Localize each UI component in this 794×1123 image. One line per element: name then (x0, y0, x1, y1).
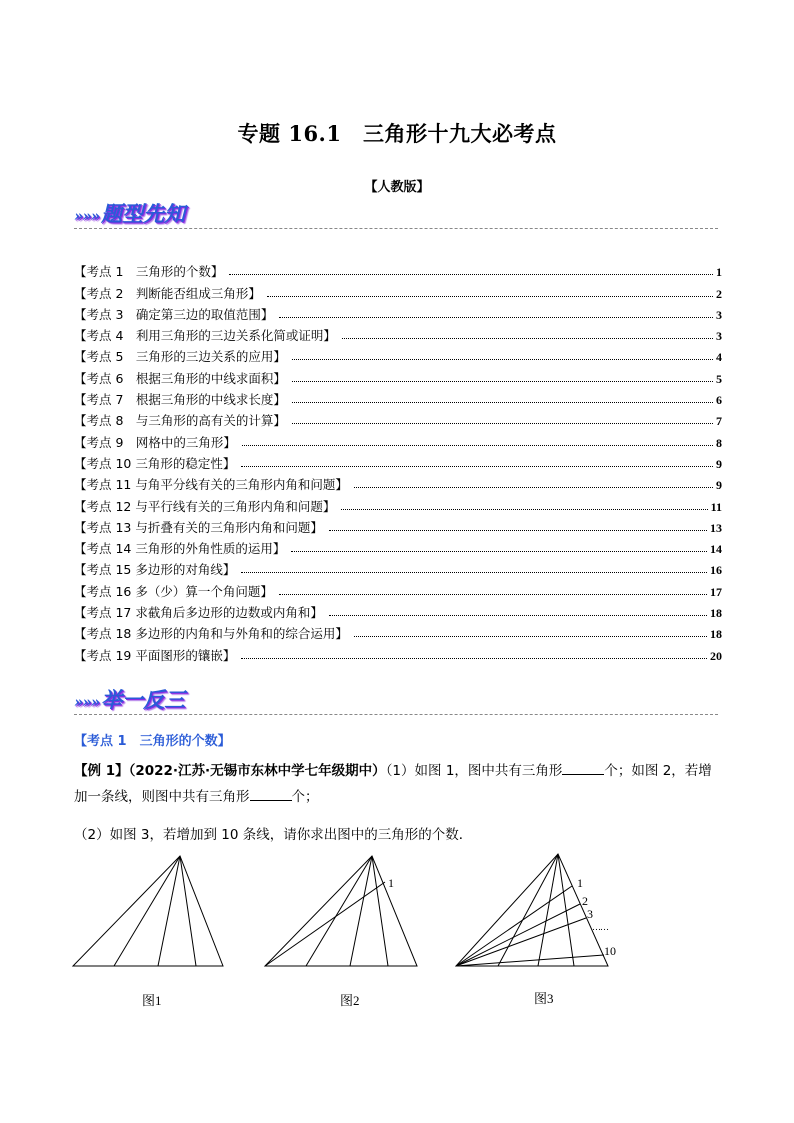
banner-toc-text: 题型先知 (101, 201, 186, 226)
table-of-contents (74, 259, 722, 664)
banner-practice-text: 举一反三 (101, 687, 186, 712)
figure-1-caption: 图1 (142, 993, 162, 1008)
toc-page-number: 7 (716, 414, 722, 429)
toc-leader-dots (354, 487, 713, 488)
toc-leader-dots (241, 466, 713, 467)
toc-page-number: 2 (716, 286, 722, 301)
toc-page-number: 5 (716, 371, 722, 386)
toc-entry[interactable] (74, 451, 722, 472)
example-question-2: （2）如图 3，若增加到 10 条线，请你求出图中的三角形的个数． (74, 827, 473, 843)
toc-entry[interactable] (74, 536, 722, 557)
toc-entry-label: 【考点 11 与角平分线有关的三角形内角和问题】 (74, 477, 348, 493)
fig3-line-label: 2 (582, 894, 588, 908)
toc-page-number: 6 (716, 393, 722, 408)
toc-leader-dots (292, 359, 713, 360)
toc-entry[interactable] (74, 408, 722, 429)
fig2-line (350, 856, 372, 966)
toc-entry-label: 【考点 4 利用三角形的三边关系化简或证明】 (74, 328, 336, 344)
fig2-line-label: 1 (388, 876, 394, 890)
toc-page-number: 17 (710, 584, 722, 599)
toc-page-number: 8 (716, 435, 722, 450)
divider (74, 228, 718, 229)
toc-entry[interactable] (74, 557, 722, 578)
toc-entry-label: 【考点 15 多边形的对角线】 (74, 562, 236, 578)
toc-leader-dots (329, 615, 707, 616)
toc-entry-label: 【考点 6 根据三角形的中线求面积】 (74, 370, 286, 386)
toc-entry-label: 【考点 9 网格中的三角形】 (74, 434, 236, 450)
toc-leader-dots (329, 530, 707, 531)
question-text: 个； (291, 789, 319, 805)
toc-leader-dots (292, 381, 713, 382)
toc-page-number: 11 (710, 499, 722, 514)
fig1-triangle (73, 856, 223, 966)
fig3-line (538, 854, 558, 966)
edition-label: 【人教版】 (364, 180, 430, 195)
banner-toc (74, 202, 185, 226)
toc-leader-dots (342, 338, 713, 339)
fig3-line-label: 1 (577, 876, 583, 890)
page-title: 专题 16.1 三角形十九大必考点 (237, 121, 557, 146)
fig3-line-label: 3 (587, 907, 593, 921)
fig3-ellipsis: …… (592, 922, 608, 932)
toc-page-number: 3 (716, 307, 722, 322)
toc-leader-dots (242, 445, 713, 446)
toc-page-number: 4 (716, 350, 722, 365)
figure-3 (452, 852, 622, 974)
fig2-line (306, 856, 372, 966)
divider (74, 714, 718, 715)
section-heading: 【考点 1 三角形的个数】 (74, 734, 231, 749)
figure-2 (260, 852, 422, 974)
toc-page-number: 20 (710, 648, 722, 663)
toc-leader-dots (354, 636, 707, 637)
answer-blank[interactable] (562, 760, 604, 775)
fig3-extra-line (456, 886, 572, 966)
toc-leader-dots (267, 296, 713, 297)
fig3-extra-line (456, 904, 580, 966)
toc-entry[interactable] (74, 259, 722, 280)
toc-entry[interactable] (74, 472, 722, 493)
toc-entry[interactable] (74, 621, 722, 642)
fig2-extra-line (265, 882, 385, 966)
toc-entry-label: 【考点 12 与平行线有关的三角形内角和问题】 (74, 498, 336, 514)
toc-page-number: 18 (710, 627, 722, 642)
toc-entry[interactable] (74, 515, 722, 536)
toc-leader-dots (279, 317, 713, 318)
fig3-line-label: 10 (604, 944, 616, 958)
question-text: 个；如图 2，若增 (604, 763, 712, 779)
toc-entry[interactable] (74, 600, 722, 621)
toc-entry-label: 【考点 5 三角形的三边关系的应用】 (74, 349, 286, 365)
toc-entry-label: 【考点 7 根据三角形的中线求长度】 (74, 392, 286, 408)
fig1-line (158, 856, 180, 966)
toc-entry-label: 【考点 18 多边形的内角和与外角和的综合运用】 (74, 626, 348, 642)
toc-page-number: 3 (716, 329, 722, 344)
toc-entry[interactable] (74, 365, 722, 386)
toc-leader-dots (341, 509, 707, 510)
fig1-line (114, 856, 180, 966)
example-source: （2022·江苏·无锡市东林中学七年级期中） (128, 763, 386, 779)
toc-entry[interactable] (74, 493, 722, 514)
toc-leader-dots (292, 402, 713, 403)
toc-entry[interactable] (74, 578, 722, 599)
fig2-line (372, 856, 388, 966)
toc-page-number: 14 (710, 542, 722, 557)
question-text: （1）如图 1，图中共有三角形 (385, 763, 563, 779)
question-text: 加一条线，则图中共有三角形 (74, 789, 250, 805)
toc-entry-label: 【考点 17 求截角后多边形的边数或内角和】 (74, 605, 323, 621)
toc-entry-label: 【考点 1 三角形的个数】 (74, 264, 224, 280)
toc-leader-dots (241, 572, 707, 573)
example-tag: 【例 1】 (74, 763, 129, 779)
toc-entry-label: 【考点 2 判断能否组成三角形】 (74, 285, 261, 301)
fig3-extra-line (456, 918, 586, 966)
toc-entry[interactable] (74, 429, 722, 450)
toc-entry[interactable] (74, 323, 722, 344)
toc-leader-dots (241, 658, 707, 659)
toc-page-number: 9 (716, 478, 722, 493)
toc-leader-dots (229, 274, 713, 275)
toc-entry-label: 【考点 14 三角形的外角性质的运用】 (74, 541, 286, 557)
toc-page-number: 13 (710, 520, 722, 535)
toc-page-number: 18 (710, 606, 722, 621)
toc-entry-label: 【考点 19 平面图形的镶嵌】 (74, 647, 236, 663)
toc-entry-label: 【考点 3 确定第三边的取值范围】 (74, 306, 274, 322)
fig1-line (180, 856, 196, 966)
banner-practice (74, 688, 185, 712)
banner-arrows: »»» (74, 693, 100, 711)
toc-page-number: 1 (716, 265, 722, 280)
toc-leader-dots (279, 594, 707, 595)
toc-page-number: 9 (716, 456, 722, 471)
toc-entry-label: 【考点 10 三角形的稳定性】 (74, 455, 236, 471)
fig3-extra-line (456, 955, 604, 966)
fig3-triangle (456, 854, 608, 966)
figure-3-caption: 图3 (534, 991, 554, 1006)
toc-entry[interactable] (74, 302, 722, 323)
toc-leader-dots (292, 423, 713, 424)
toc-entry[interactable] (74, 387, 722, 408)
figure-1 (68, 852, 230, 974)
toc-leader-dots (291, 551, 707, 552)
toc-entry-label: 【考点 13 与折叠有关的三角形内角和问题】 (74, 519, 323, 535)
toc-entry[interactable] (74, 642, 722, 663)
toc-entry-label: 【考点 16 多（少）算一个角问题】 (74, 583, 273, 599)
figure-2-caption: 图2 (340, 993, 360, 1008)
example-question-1 (74, 758, 724, 810)
banner-arrows: »»» (74, 207, 100, 225)
toc-page-number: 16 (710, 563, 722, 578)
answer-blank[interactable] (250, 786, 292, 801)
toc-entry[interactable] (74, 280, 722, 301)
toc-entry-label: 【考点 8 与三角形的高有关的计算】 (74, 413, 286, 429)
toc-entry[interactable] (74, 344, 722, 365)
